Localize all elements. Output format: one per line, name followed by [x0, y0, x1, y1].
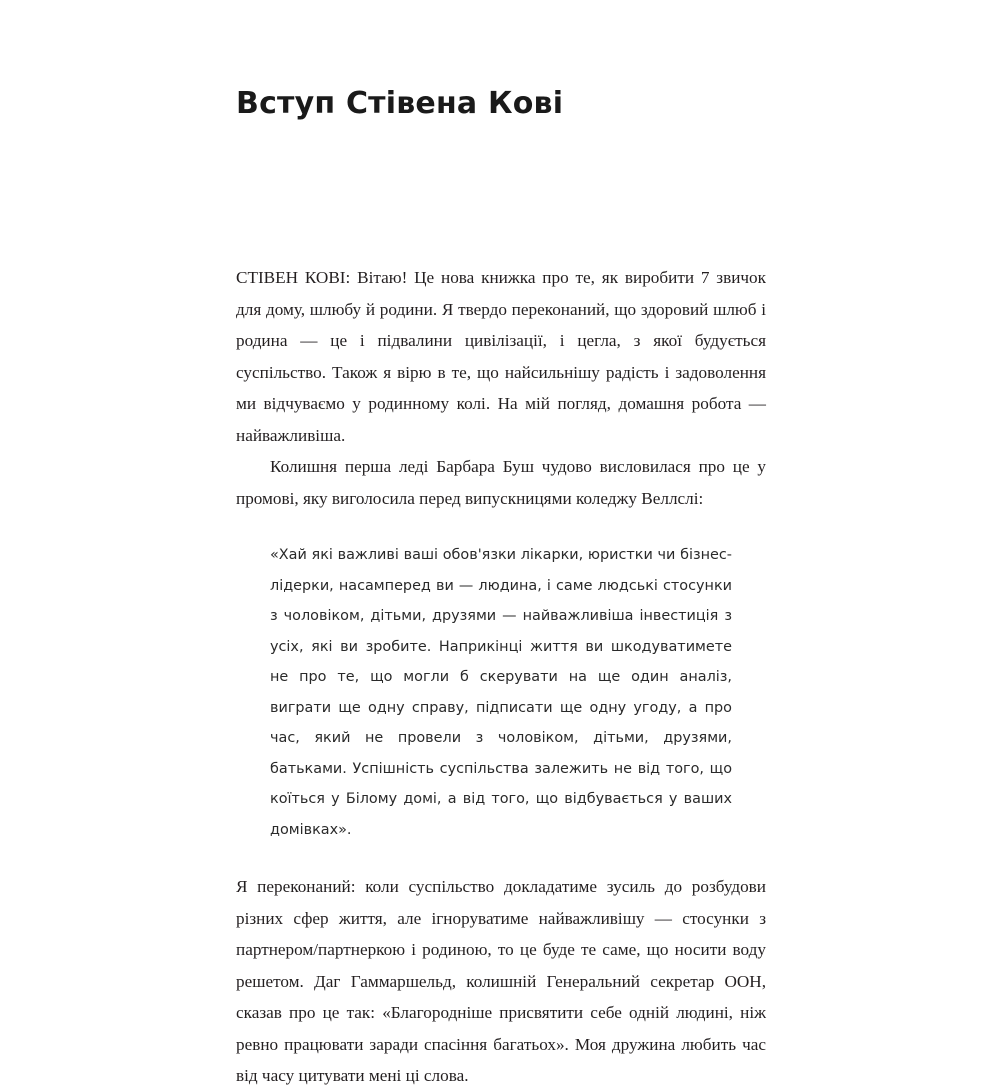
paragraph-2: Колишня перша леді Барбара Буш чудово висловилася про це у промові, яку виголосила перед випускницями коледжу Веллслі:	[236, 457, 766, 508]
paragraph-1: СТІВЕН КОВІ: Вітаю! Це нова книжка про те, як виробити 7 звичок для дому, шлюбу й родини. Я твердо переконаний, що здоровий шлюб і родина — це і підвалини цивілізації, і цегла, з якої будується суспільство. Також я вірю в те, що найсильнішу радість і задоволення ми відчуваємо у родинному колі. На мій погляд, домашня робота — найважливіша.	[236, 268, 766, 445]
blockquote	[236, 540, 732, 845]
paragraph-3: Я переконаний: коли суспільство докладатиме зусиль до розбудови різних сфер життя, але ігноруватиме найважливішу — стосунки з партнером/партнеркою і родиною, то це буде те саме, що носити воду решетом. Даг Гаммаршельд, колишній Генеральний секретар ООН, сказав про це так: «Благородніше присвятити себе одній людині, ніж ревно працювати заради спасіння багатьох». Моя дружина любить час від часу цитувати мені ці слова.	[236, 877, 766, 1085]
page-content	[236, 86, 766, 1092]
body-text	[236, 262, 766, 514]
body-text-after-quote	[236, 871, 766, 1092]
page-title: Вступ Стівена Кові	[236, 86, 564, 121]
blockquote-text: «Хай які важливі ваші обов'язки лікарки, юристки чи бізнес-лідерки, насамперед ви — людина, і саме людські стосунки з чоловіком, дітьми, друзями — найважливіша інвестиція з усіх, які ви зробите. Наприкінці життя ви шкодуватимете не про те, що могли б скерувати на ще один аналіз, виграти ще одну справу, підписати ще одну угоду, а про час, який не провели з чоловіком, дітьми, друзями, батьками. Успішність суспільства залежить не від того, що коїться у Білому домі, а від того, що відбувається у ваших домівках».	[270, 547, 732, 838]
